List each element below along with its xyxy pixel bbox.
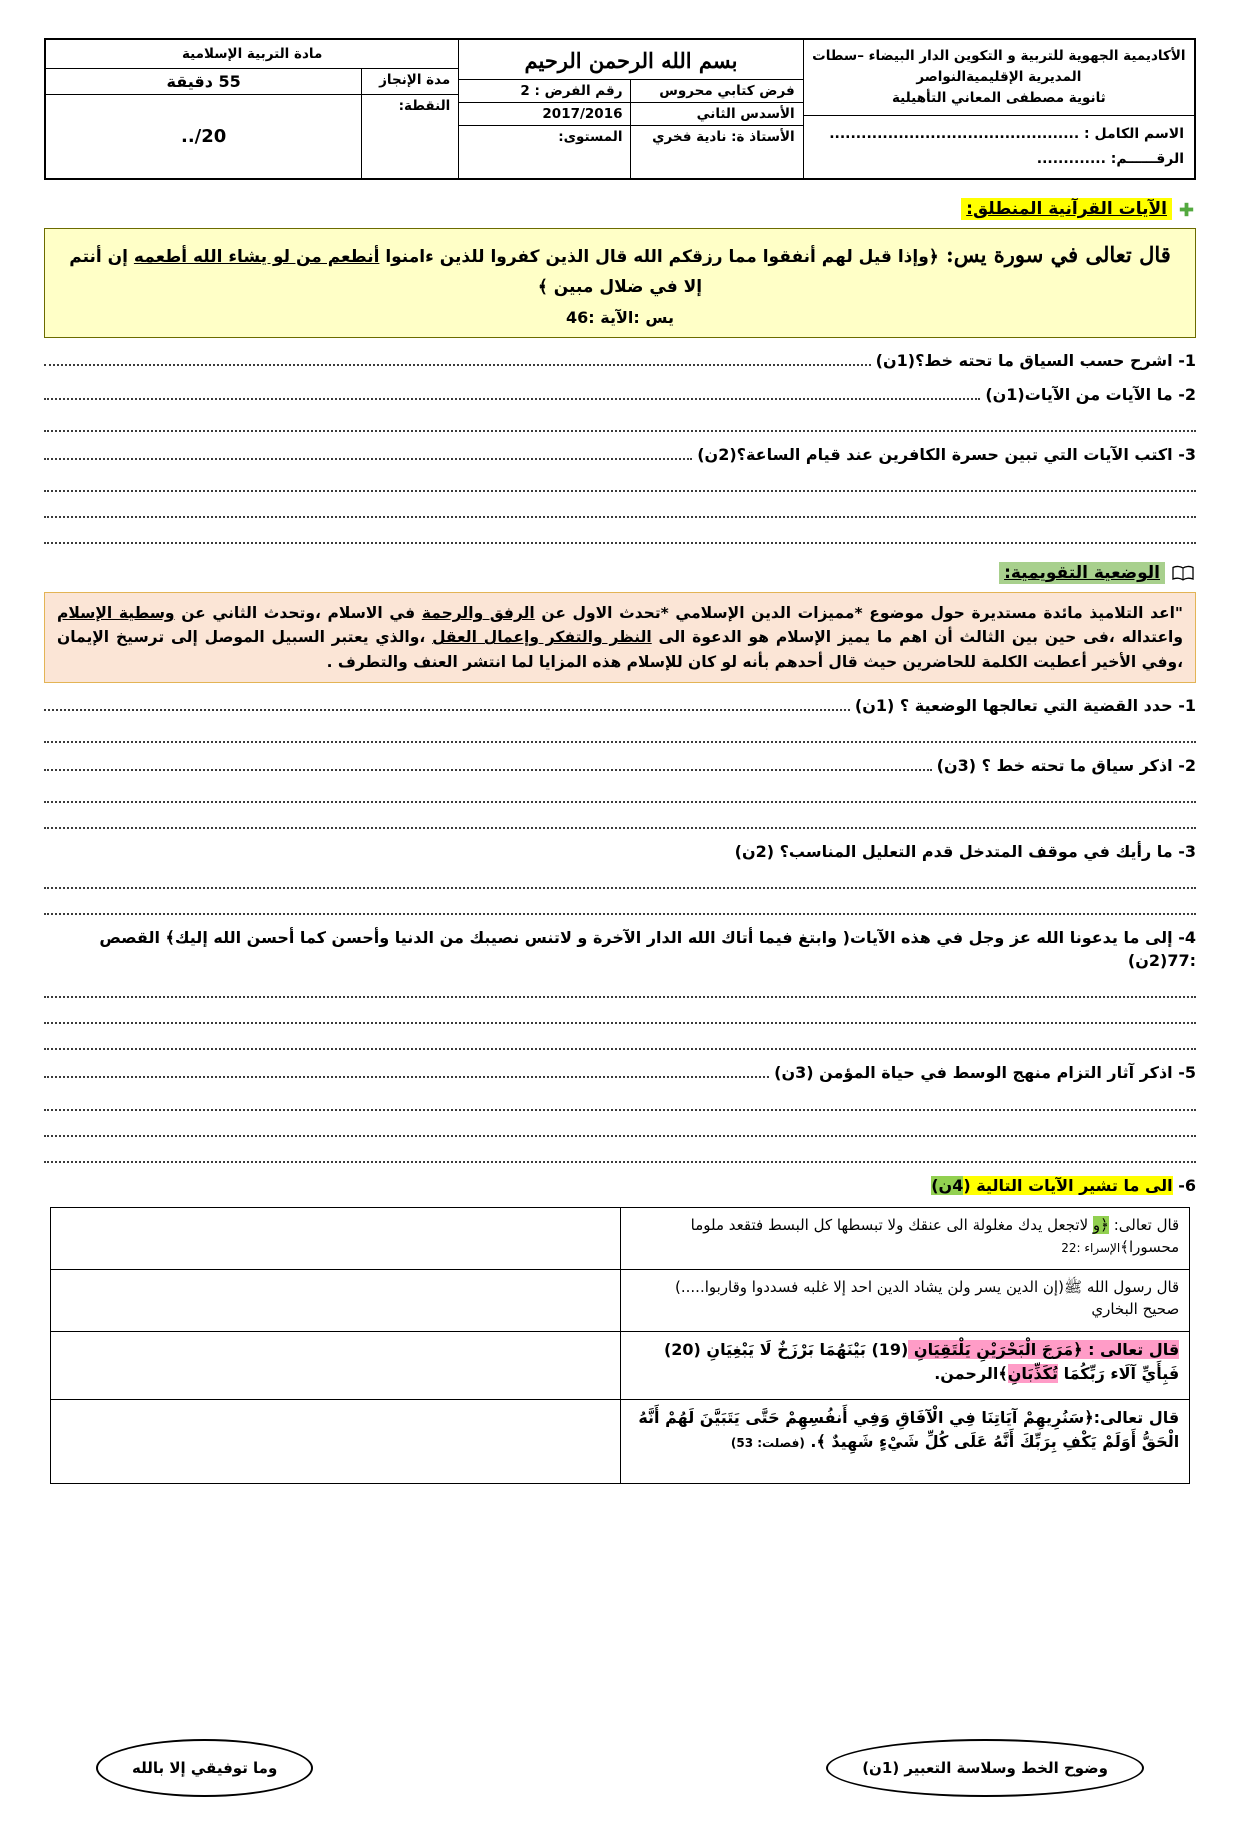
exam-number: رقم الفرض : 2 (459, 80, 631, 102)
question-text: 3- ما رأيك في موقف المتدخل قدم التعليل المناسب؟ (2ن) (734, 841, 1196, 861)
answer-line (44, 1111, 1196, 1137)
question (44, 1174, 1196, 1197)
score-row (46, 94, 458, 178)
academy-line-3: ثانوية مصطفى المعاني التأهيلية (891, 89, 1106, 106)
answer-dots (44, 385, 980, 400)
semester: الأسدس الثاني (696, 106, 795, 122)
text-segment: في الاسلام ،وتحدث الثاني عن (174, 604, 422, 623)
text-segment: وسطية الإسلام (57, 604, 175, 623)
text-segment: ﴾الرحمن. (934, 1363, 1008, 1383)
answer-line (44, 492, 1196, 518)
academy-info (804, 40, 1194, 115)
quran-section-header (46, 198, 1194, 220)
text-segment: قال تعالى في سورة يس: (938, 242, 1171, 268)
question-text: 2- ما الآيات من الآيات(1ن) (985, 385, 1196, 405)
text-segment: قال تعالى : ﴿مَرَجَ الْبَحْرَيْنِ يَلْتَقِيَانِ (908, 1339, 1180, 1359)
quran-verse-reference: يس :الآية :46 (566, 307, 674, 327)
verses-table (50, 1207, 1190, 1484)
plus-icon (1179, 202, 1194, 217)
question (44, 840, 1196, 863)
teacher-name: الأستاذ ة: نادية فخري (652, 129, 795, 145)
text-segment: الإسراء :22 (1061, 1241, 1121, 1256)
table-row (50, 1399, 1189, 1483)
answer-dots (44, 1063, 769, 1078)
text-segment: لاتجعل يدك مغلولة الى عنقك ولا تبسطها كل البسط فتقعد ملوما محسورا﴾ (690, 1215, 1180, 1257)
duration-label: مدة الإنجاز (379, 72, 451, 88)
situation-section-header (46, 562, 1194, 584)
answer-line (44, 1085, 1196, 1111)
score-label: النقطة: (398, 98, 451, 114)
header-subject-block (46, 40, 459, 178)
answer-line (44, 889, 1196, 915)
question (44, 383, 1196, 406)
text-segment: النظر والتفكر وإعمال العقل (432, 628, 652, 647)
student-identity-block (804, 115, 1194, 178)
quran-questions-list (44, 349, 1196, 545)
question-text: 1- حدد القضية التي تعالجها الوضعية ؟ (1ن) (854, 695, 1196, 715)
teacher-row (459, 125, 802, 178)
text-segment: تُكَذِّبَانِ (1007, 1363, 1058, 1383)
text-segment: (فصلت: 53) (730, 1435, 805, 1450)
text-segment: واعتداله ،فى حين بين الثالث أن اهم ما يميز الإسلام هو الدعوة الى (651, 628, 1183, 647)
question-text: 3- اكتب الآيات التي تبين حسرة الكافرين عند قيام الساعة؟(2ن) (697, 445, 1196, 465)
header-exam-block (459, 40, 803, 178)
text-segment: الرفق والرحمة (421, 604, 535, 623)
text-segment: ،والذي يعتبر السبيل الموصل إلى ترسيخ الإيمان ،وفي الأخير أعطيت الكلمة للحاضرين حيث قال أحدهم بأنه لو كان للإسلام هذه المزايا لما انتشر العنف والتطرف . (57, 628, 1183, 671)
answer-cell (50, 1399, 620, 1483)
verse-cell (620, 1269, 1190, 1331)
semester-row (459, 102, 802, 125)
student-number-field: الرقــــــم: ............. (1036, 150, 1184, 167)
question-text: 1- اشرح حسب السياق ما تحته خط؟(1ن) (875, 350, 1196, 370)
full-name-field: الاسم الكامل : ............................................... (829, 125, 1184, 142)
exam-type-row (459, 79, 802, 102)
answer-cell (50, 1269, 620, 1331)
closing-note-oval: وما توفيقي إلا بالله (96, 1739, 313, 1797)
verse-cell (620, 1331, 1190, 1399)
score-value: 20/.. (46, 95, 362, 178)
answer-line (44, 1137, 1196, 1163)
text-segment: ﴿وإذا قيل لهم أنفقوا مما رزقكم الله قال الذين كفروا للذين ءامنوا (379, 247, 939, 268)
question (44, 349, 1196, 372)
question (44, 694, 1196, 717)
question-text: 4- إلى ما يدعونا الله عز وجل في هذه الآيات( وابتغ فيما أتاك الله الدار الآخرة و لاتنس نصيبك من الدنيا وأحسن كما أحسن الله إليك﴾ القصص :77(2ن) (99, 928, 1196, 971)
text-segment: صحيح البخاري (1091, 1300, 1180, 1319)
text-segment: أنطعم من لو يشاء الله أطعمه (133, 247, 380, 268)
answer-cell (50, 1207, 620, 1269)
question-text (931, 1174, 1196, 1197)
question (44, 443, 1196, 466)
handwriting-note-oval: وضوح الخط وسلاسة التعبير (1ن) (826, 1739, 1144, 1797)
level-field: المستوى: (459, 126, 631, 178)
text-segment: "اعد التلاميذ مائدة مستديرة حول موضوع *مميزات الدين الإسلامي *تحدث الاول عن (534, 604, 1184, 623)
text-segment: 4ن) (931, 1175, 964, 1195)
answer-line (44, 406, 1196, 432)
answer-line (44, 777, 1196, 803)
answer-dots (44, 695, 850, 710)
quran-section-title: الآيات القرآنية المنطلق: (961, 198, 1172, 220)
text-segment: (19) بَيْنَهُمَا بَرْزَخٌ لَا يَبْغِيَانِ (20) فَبِأَيِّ آلَاء رَبِّكُمَا (663, 1339, 1180, 1383)
text-segment: قال تعالى:﴿سَنُرِيهِمْ آيَاتِنَا فِي الْآفَاقِ وَفِي أَنفُسِهِمْ حَتَّى يَتَبَيَّنَ لَهُمْ أَنَّهُ الْحَقُّ أَوَلَمْ يَكْفِ بِرَبِّكَ أَنَّهُ عَلَى كُلِّ شَيْءٍ شَهِيدٌ ﴾. (638, 1407, 1180, 1451)
answer-dots (44, 756, 932, 771)
subject-title: مادة التربية الإسلامية (181, 46, 323, 62)
exam-type: فرض كتابي محروس (659, 83, 795, 99)
answer-dots (44, 445, 692, 460)
question-text: 2- اذكر سياق ما تحته خط ؟ (3ن) (936, 755, 1196, 775)
text-segment: 6- (1172, 1175, 1196, 1195)
quran-verse-text (59, 237, 1181, 302)
question-text: 5- اذكر آثار التزام منهج الوسط في حياة المؤمن (3ن) (774, 1063, 1196, 1083)
question (44, 926, 1196, 972)
verse-cell (620, 1207, 1190, 1269)
quran-verse-box (44, 228, 1196, 338)
footer-notes (44, 1739, 1196, 1797)
answer-line (44, 998, 1196, 1024)
text-segment: ﴿و (1092, 1215, 1109, 1234)
answer-line (44, 972, 1196, 998)
situation-text (44, 592, 1196, 682)
text-segment: قال تعالى: (1108, 1215, 1180, 1234)
table-row (50, 1207, 1189, 1269)
answer-cell (50, 1331, 620, 1399)
question (44, 1061, 1196, 1084)
bismillah: بسم الله الرحمن الرحيم (524, 48, 738, 73)
book-icon (1172, 565, 1194, 582)
answer-line (44, 466, 1196, 492)
answer-line (44, 803, 1196, 829)
situation-questions-list (44, 694, 1196, 1197)
duration-row (46, 68, 458, 94)
answer-line (44, 863, 1196, 889)
text-segment: إن أنتم إلا في ضلال مبين ﴾ (69, 247, 703, 297)
answer-line (44, 1024, 1196, 1050)
academy-line-2: المديرية الإقليميةالنواصر (916, 68, 1082, 85)
situation-section-title: الوضعية التقويمية: (999, 562, 1165, 584)
answer-line (44, 518, 1196, 544)
duration-value: 55 دقيقة (46, 69, 362, 94)
answer-dots (44, 351, 871, 366)
school-year: 2017/2016 (459, 103, 631, 125)
table-row (50, 1331, 1189, 1399)
academy-line-1: الأكاديمية الجهوية للتربية و التكوين الدار البيضاء –سطات (812, 48, 1186, 64)
verse-cell (620, 1399, 1190, 1483)
exam-header (44, 38, 1196, 180)
header-school-block (804, 40, 1194, 178)
question (44, 754, 1196, 777)
text-segment: قال رسول الله ﷺ(إن الدين يسر ولن يشاد الدين احد إلا غلبه فسددوا وقاربوا.....) (675, 1277, 1180, 1296)
answer-line (44, 717, 1196, 743)
table-row (50, 1269, 1189, 1331)
text-segment: الى ما تشير الآيات التالية ( (963, 1175, 1173, 1195)
